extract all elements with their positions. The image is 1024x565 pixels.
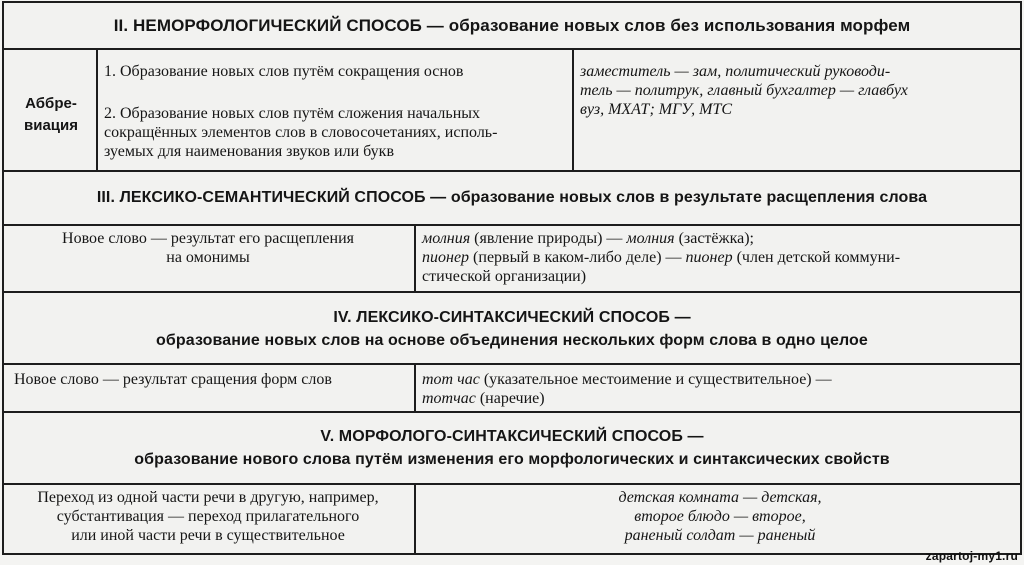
- section4-examples: тот час (указательное местоимение и существительное) — тотчас (наречие): [422, 371, 832, 407]
- abbreviation-label: [8, 93, 94, 137]
- section2-examples: заместитель — зам, политический руководи- тель — политрук, главный бухгалтер — главбух вуз, МХАТ; МГУ, МТС: [580, 63, 908, 118]
- section4-left: Новое слово — результат сращения форм слов: [14, 371, 332, 388]
- watermark: zapartoj-my1.ru: [925, 549, 1018, 563]
- abbreviation-label-line: виация: [24, 117, 78, 134]
- section2-item1: 1. Образование новых слов путём сокращения основ: [104, 63, 464, 80]
- section5-header: V. МОРФОЛОГО-СИНТАКСИЧЕСКИЙ СПОСОБ — образование нового слова путём изменения его морфологических и синтаксических свойств: [134, 428, 890, 468]
- section5-examples: детская комната — детская, второе блюдо — второе, раненый солдат — раненый: [618, 489, 822, 544]
- word-formation-table: [2, 1, 1022, 555]
- section2-item2: 2. Образование новых слов путём сложения начальных сокращённых элементов слов в словосочетаниях, исполь- зуемых для наименования звуков или букв: [104, 105, 498, 160]
- section5-left: Переход из одной части речи в другую, например, субстантивация — переход прилагательного или иной части речи в существительное: [37, 489, 379, 544]
- section2-header: II. НЕМОРФОЛОГИЧЕСКИЙ СПОСОБ — образование новых слов без использования морфем: [113, 16, 911, 35]
- section3-left: Новое слово — результат его расщепления на омонимы: [62, 230, 354, 266]
- abbreviation-label-line: Аббре-: [25, 95, 77, 112]
- section3-header: III. ЛЕКСИКО-СЕМАНТИЧЕСКИЙ СПОСОБ — образование новых слов в результате расщепления слова: [96, 189, 928, 206]
- section4-header: IV. ЛЕКСИКО-СИНТАКСИЧЕСКИЙ СПОСОБ — образование новых слов на основе объединения нескольких форм слова в одно целое: [156, 309, 868, 349]
- section3-examples: молния (явление природы) — молния (застёжка); пионер (первый в каком-либо деле) — пионер (член детской коммуни- стической организации): [422, 230, 901, 285]
